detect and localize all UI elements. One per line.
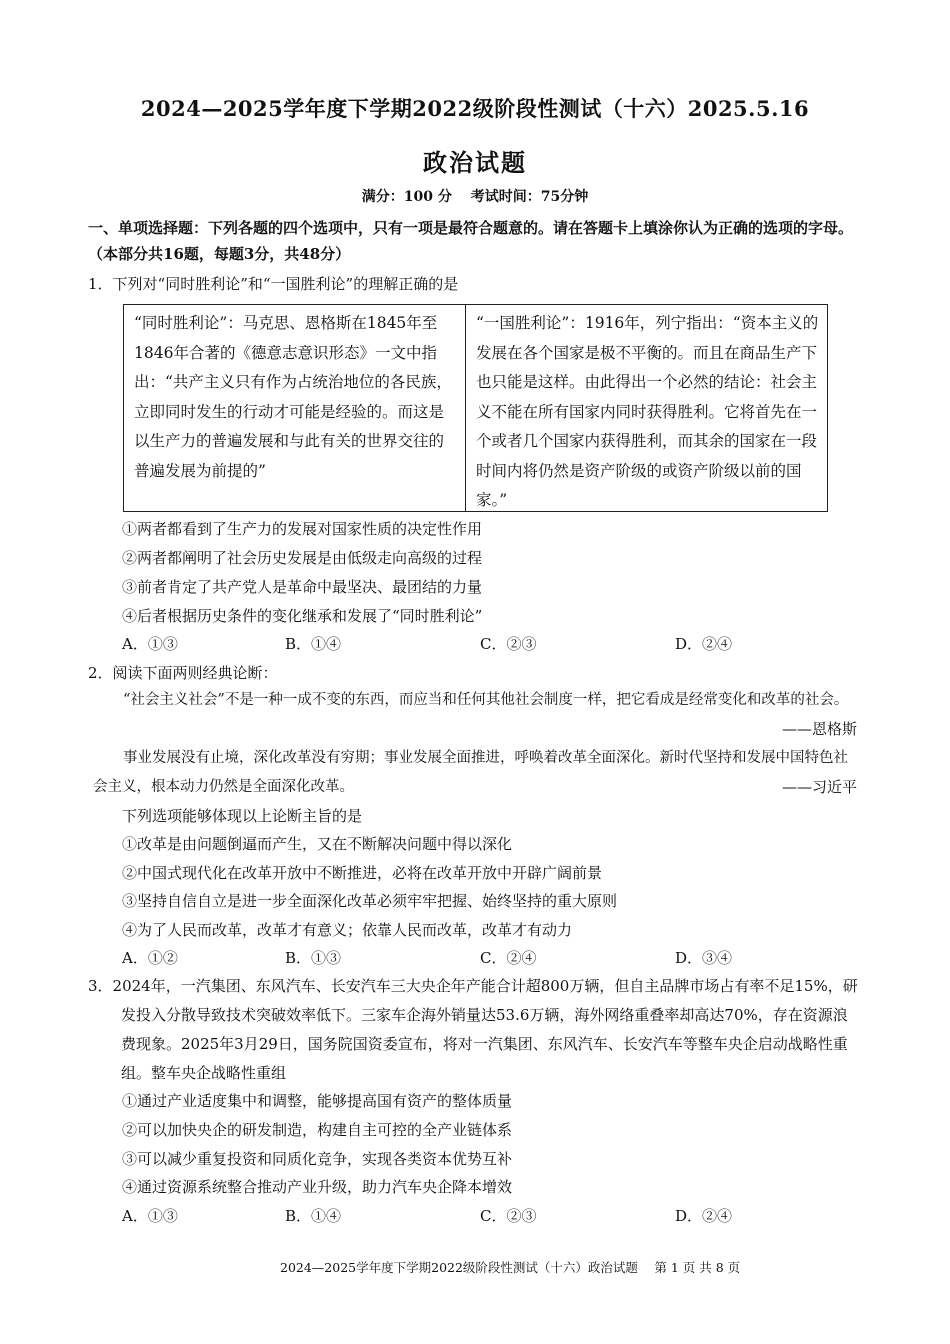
q2-source-1: ——恩格斯 xyxy=(782,720,858,738)
q1-item-2: ②两者都阐明了社会历史发展是由低级走向高级的过程 xyxy=(122,549,483,567)
q1-box-left: “同时胜利论”：马克思、恩格斯在1845年至1846年合著的《德意志意识形态》一文中指出：“共产主义只有作为占统治地位的各民族，立即同时发生的行动才可能是经验的。而这是以生产力的普遍发展和与此有关的世界交往的普遍发展为前提的” xyxy=(124,305,466,511)
q1-box-right: “一国胜利论”：1916年，列宁指出：“资本主义的发展在各个国家是极不平衡的。而且在商品生产下也只能是这样。由此得出一个必然的结论：社会主义不能在所有国家内同时获得胜利。它将首先在一个或者几个国家内获得胜利，而其余的国家在一段时间内将仍然是资产阶级的或资产阶级以前的国家。” xyxy=(476,314,819,509)
q1-option-b: B．①④ xyxy=(285,635,342,653)
q1-stem: 1．下列对“同时胜利论”和“一国胜利论”的理解正确的是 xyxy=(88,275,459,293)
q2-option-c: C．②④ xyxy=(480,949,537,967)
q3-option-a: A．①③ xyxy=(122,1207,178,1225)
q2-source-2: ——习近平 xyxy=(782,778,858,796)
q1-option-d: D．②④ xyxy=(675,635,733,653)
q2-quote-2: 事业发展没有止境，深化改革没有穷期；事业发展全面推进，呼唤着改革全面深化。新时代坚持和发展中国特色社会主义，根本动力仍然是全面深化改革。 xyxy=(93,750,848,795)
q2-option-d: D．③④ xyxy=(675,949,733,967)
page-footer: 2024—2025学年度下学期2022级阶段性测试（十六）政治试题 第 1 页 共 8 页 xyxy=(280,1260,741,1275)
q1-option-a: A．①③ xyxy=(122,635,178,653)
exam-title: 2024—2025学年度下学期2022级阶段性测试（十六）2025.5.16 xyxy=(140,96,810,121)
section-heading: 一、单项选择题：下列各题的四个选项中，只有一项是最符合题意的。请在答题卡上填涂你认为正确的选项的字母。（本部分共16题，每题3分，共48分） xyxy=(88,219,854,263)
q3-item-4: ④通过资源系统整合推动产业升级，助力汽车央企降本增效 xyxy=(122,1178,513,1196)
subject-title: 政治试题 xyxy=(423,148,527,177)
q2-stem: 2．阅读下面两则经典论断： xyxy=(88,664,278,682)
q1-item-4: ④后者根据历史条件的变化继承和发展了“同时胜利论” xyxy=(122,607,483,625)
q3-item-2: ②可以加快央企的研发制造，构建自主可控的全产业链体系 xyxy=(122,1121,513,1139)
q1-comparison-table xyxy=(123,304,828,512)
q1-option-c: C．②③ xyxy=(480,635,537,653)
q2-quote-1: “社会主义社会”不是一种一成不变的东西，而应当和任何其他社会制度一样，把它看成是经常变化和改革的社会。 xyxy=(123,692,849,708)
q1-item-1: ①两者都看到了生产力的发展对国家性质的决定性作用 xyxy=(122,520,483,538)
q3-option-d: D．②④ xyxy=(675,1207,733,1225)
q2-item-2: ②中国式现代化在改革开放中不断推进，必将在改革开放中开辟广阔前景 xyxy=(122,864,603,882)
q3-stem: 3．2024年，一汽集团、东风汽车、长安汽车三大央企年产能合计超800万辆，但自主品牌市场占有率不足15%，研发投入分散导致技术突破效率低下。三家车企海外销量达53.6万辆，海外网络重叠率却高达70%，存在资源浪费现象。2025年3月29日，国务院国资委宣布，将对一汽集团、东风汽车、长安汽车等整车央企启动战略性重组。整车央企战略性重组 xyxy=(88,977,858,1082)
q1-item-3: ③前者肯定了共产党人是革命中最坚决、最团结的力量 xyxy=(122,578,483,596)
q2-item-3: ③坚持自信自立是进一步全面深化改革必须牢牢把握、始终坚持的重大原则 xyxy=(122,892,618,910)
exam-meta: 满分：100 分 考试时间：75分钟 xyxy=(361,189,589,205)
q3-option-c: C．②③ xyxy=(480,1207,537,1225)
q2-prompt: 下列选项能够体现以上论断主旨的是 xyxy=(122,807,363,825)
q2-item-4: ④为了人民而改革，改革才有意义；依靠人民而改革，改革才有动力 xyxy=(122,921,573,939)
q3-item-1: ①通过产业适度集中和调整，能够提高国有资产的整体质量 xyxy=(122,1092,513,1110)
q2-item-1: ①改革是由问题倒逼而产生，又在不断解决问题中得以深化 xyxy=(122,835,513,853)
q2-option-a: A．①② xyxy=(122,949,178,967)
q2-option-b: B．①③ xyxy=(285,949,342,967)
q3-option-b: B．①④ xyxy=(285,1207,342,1225)
q3-item-3: ③可以减少重复投资和同质化竞争，实现各类资本优势互补 xyxy=(122,1150,513,1168)
